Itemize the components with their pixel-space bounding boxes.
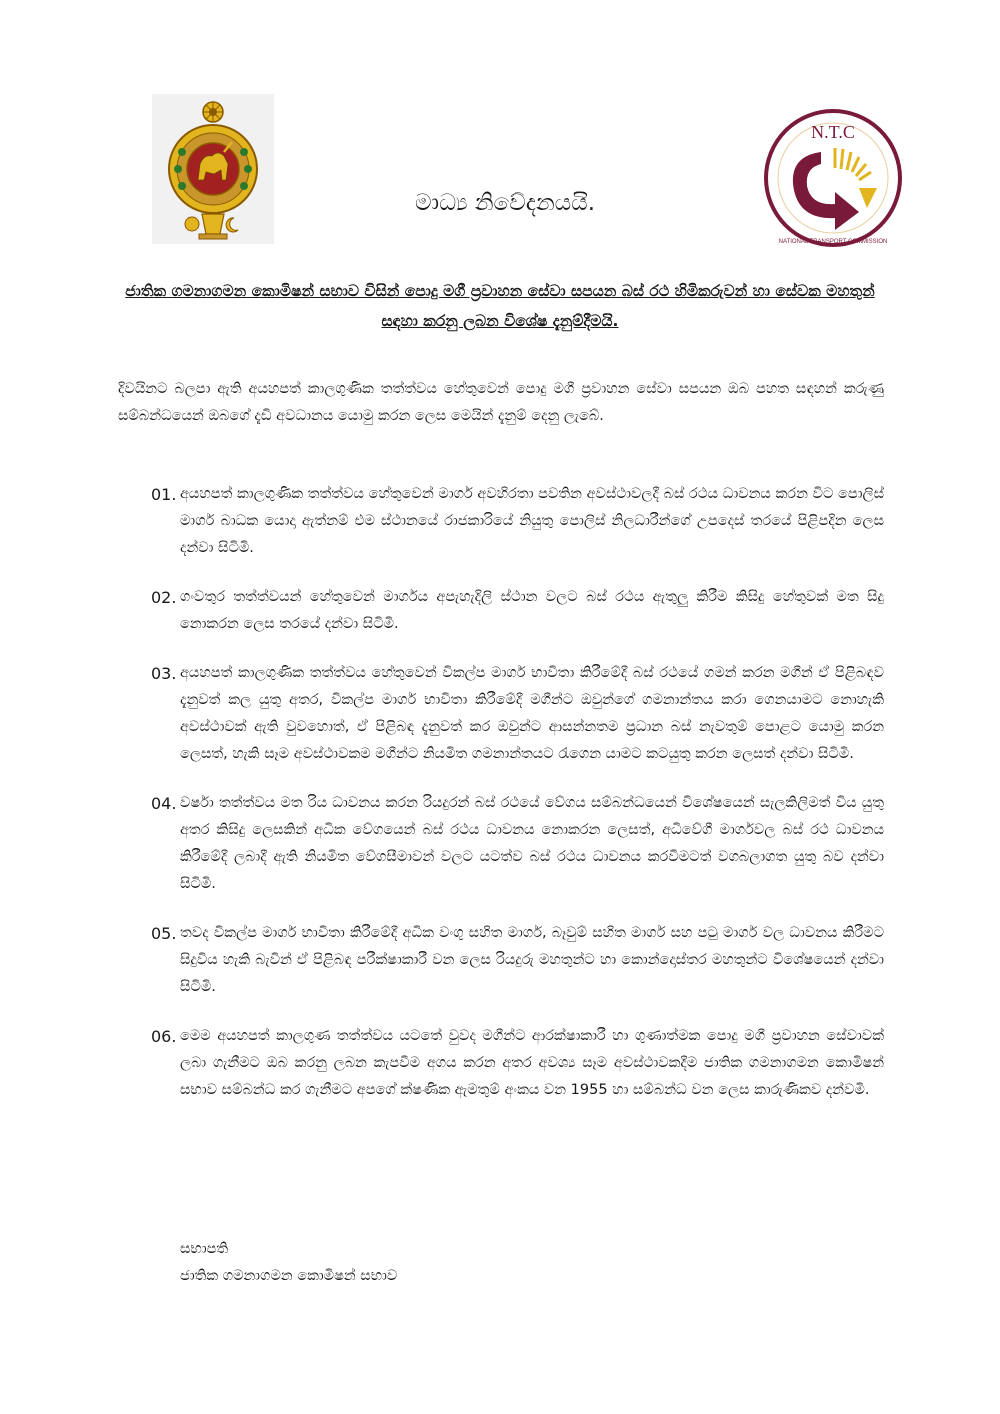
signature-block [180, 1236, 580, 1290]
notice-item-02 [118, 584, 884, 638]
ntc-letters: N.T.C [811, 122, 855, 142]
intro-paragraph: දිවයිනට බලපා ඇති අයහපත් කාලගුණික තත්ත්වය හේතුවෙන් පොදු මගී ප්‍රවාහන සේවා සපයන ඔබ පහත සඳහන් කරුණු සම්බන්ධයෙන් ඔබගේ දැඩි අවධානය යොමු කරන ලෙස මෙයින් දැනුම් දෙනු ලැබේ. [118, 381, 884, 424]
notice-subject: ජාතික ගමනාගමන කොමිෂන් සභාව විසින් පොදු මගී ප්‍රවාහන සේවා සපයන බස් රථ හිමිකරුවන් හා සේවක මහතුන් සඳහා කරනු ලබන විශේෂ දැනුම්දීමයි. [125, 282, 875, 330]
notice-item-01 [118, 481, 884, 562]
notice-item-05 [118, 920, 884, 1001]
notice-item-04 [118, 790, 884, 898]
ntc-logo-icon [763, 108, 903, 248]
item-text: තවද විකල්ප මාර්ග භාවිතා කිරීමේදී අධික වංගු සහිත මාර්ග, බෑවුම් සහිත මාර්ග සහ පටු මාර්ග වල ධාවනය කිරීමට සිදුවිය හැකි බැවින් ඒ පිළිබඳ පරීක්ෂාකාරී වන ලෙස රියදුරු මහතුන්ට හා කොන්දොස්තර මහතුන්ට විශේෂයෙන් දන්වා සිටිමි. [180, 925, 884, 995]
notice-item-03 [118, 660, 884, 768]
notice-items [118, 481, 884, 1104]
item-text: අයහපත් කාලගුණික තත්ත්වය හේතුවෙන් විකල්ප මාර්ග භාවිතා කිරීමේදී බස් රථයේ ගමන් කරන මගීන් ඒ පිළිබඳව දැනුවත් කල යුතු අතර, විකල්ප මාර්ග භාවිතා කිරීමේදී මගීන්ට ඔවුන්ගේ ගමනාන්තය කරා ගෙනයාමට නොහැකි අවස්ථාවක් ඇති වුවහොත්, ඒ පිළිබඳ දැනුවත් කර ඔවුන්ට ආසන්නතම ප්‍රධාන බස් නැවතුම් පොළට යොමු කරන ලෙසත්, හැකි සෑම අවස්ථාවකම මගීන්ට නියමිත ගමනාන්තයට රැගෙන යාමට කටයුතු කරන ලෙසත් දන්වා සිටිමි. [180, 665, 884, 762]
item-number: 04. [151, 794, 177, 813]
item-number: 01. [151, 485, 177, 504]
signatory-title: සභාපති [180, 1241, 229, 1257]
ntc-logo-graphic [763, 108, 903, 248]
sri-lanka-emblem-icon [152, 94, 274, 244]
item-text: ගංවතුර තත්ත්වයන් හේතුවෙන් මාර්ගය අපැහැදිලි ස්ථාන වලට බස් රථය ඇතුලු කිරීම කිසිදු හේතුවක් මත සිදු නොකරන ලෙස තරයේ දන්වා සිටිමි. [180, 589, 884, 632]
signatory-organization: ජාතික ගමනාගමන කොමිෂන් සභාව [180, 1268, 398, 1284]
page-title: මාධ්‍ය නිවේදනයයි. [414, 190, 596, 216]
item-text: මෙම අයහපත් කාලගුණ තත්ත්වය යටතේ වුවද මගීන්ට ආරක්ෂාකාරී හා ගුණාත්මක පොදු මගී ප්‍රවාහන සේවාවක් ලබා ගැනීමට ඔබ කරනු ලබන කැපවීම අගය කරන අතර අවශ්‍ය සෑම අවස්ථාවකදීම ජාතික ගමනාගමන කොමිෂන් සභාව සම්බන්ධ කර ගැනීමට අපගේ ක්ෂණික ඇමතුම් අංකය වන 1955 හා සම්බන්ධ වන ලෙස කාරුණිකව දන්වමි. [180, 1028, 884, 1098]
ntc-ring-text: NATIONAL TRANSPORT COMMISSION [778, 239, 888, 245]
item-text: අයහපත් කාලගුණික තත්ත්වය හේතුවෙන් මාර්ග අවහිරතා පවතින අවස්ථාවලදී බස් රථය ධාවනය කරන විට පොලිස් මාර්ග බාධක යොදා ඇත්නම් එම ස්ථානයේ රාජකාරියේ නියුතු පොලිස් නිලධාරීන්ගේ උපදෙස් තරයේ පිළිපදින ලෙස දන්වා සිටිමි. [180, 486, 884, 556]
item-number: 03. [151, 664, 177, 683]
item-number: 05. [151, 924, 177, 943]
emblem-graphic [152, 94, 274, 244]
item-number: 02. [151, 588, 177, 607]
item-number: 06. [151, 1027, 177, 1046]
item-text: වර්ෂා තත්ත්වය මත රිය ධාවනය කරන රියදුරන් බස් රථයේ වේගය සම්බන්ධයෙන් විශේෂයෙන් සැලකිලිමත් විය යුතු අතර කිසිදු ලෙසකින් අධික වේගයෙන් බස් රථය ධාවනය නොකරන ලෙසත්, අධිවේගී මාර්ගවල බස් රථ ධාවනය කිරීමේදී ලබාදී ඇති නියමිත වේගසීමාවන් වලට යටත්ව බස් රථය ධාවනය කරවීමටත් වගබලාගත යුතු බව දන්වා සිටිමි. [180, 795, 884, 892]
notice-item-06 [118, 1023, 884, 1104]
